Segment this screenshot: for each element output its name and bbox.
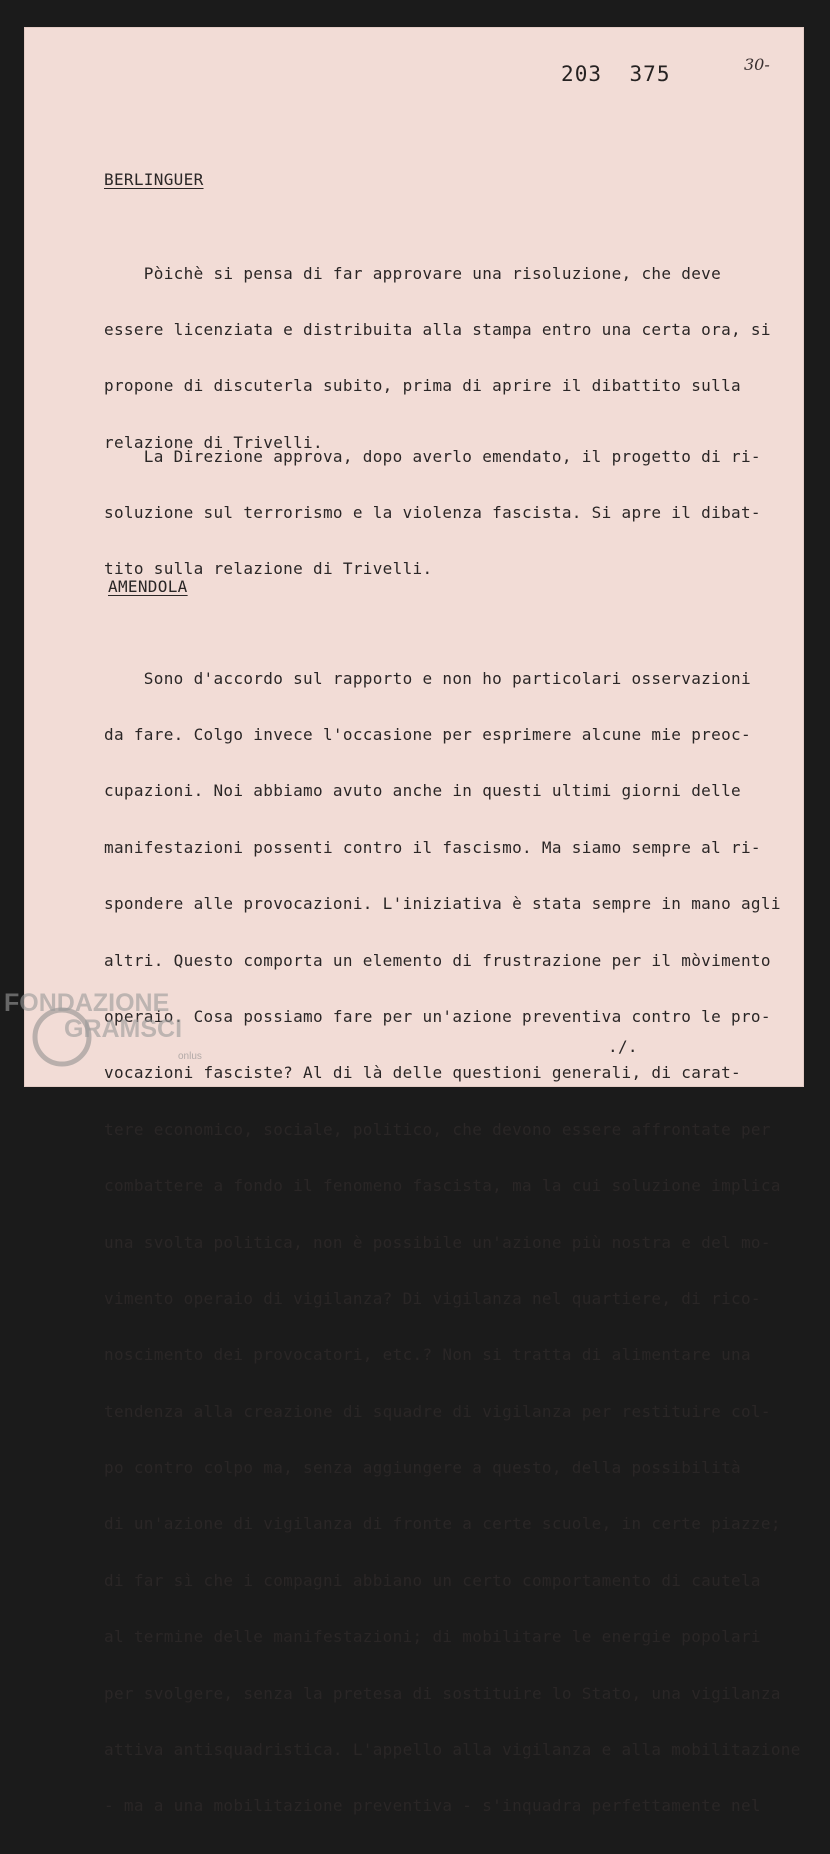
text-line: - ma a una mobilitazione preventiva - s'inquadra perfettamente nel — [104, 1796, 761, 1816]
continuation-mark: ./. — [608, 1037, 638, 1056]
text-line: operaio. Cosa possiamo fare per un'azione preventiva contro le pro- — [104, 1006, 771, 1026]
text-line: altri. Questo comporta un elemento di frustrazione per il mòvimento — [104, 950, 771, 970]
text-line: propone di discuterla subito, prima di aprire il dibattito sulla — [104, 376, 741, 396]
text-line: vimento operaio di vigilanza? Di vigilanza nel quartiere, di rico- — [104, 1288, 761, 1308]
text-line: tito sulla relazione di Trivelli. — [104, 559, 433, 579]
text-line: una svolta politica, non è possibile un'azione più nostra e del mo- — [104, 1232, 771, 1252]
text-line: manifestazioni possenti contro il fascismo. Ma siamo sempre al ri- — [104, 837, 761, 857]
text-line: essere licenziata e distribuita alla stampa entro una certa ora, si — [104, 319, 771, 339]
text-line: da fare. Colgo invece l'occasione per esprimere alcune mie preoc- — [104, 724, 751, 744]
text-line: La Direzione approva, dopo averlo emendato, il progetto di ri- — [104, 446, 761, 466]
text-line: attiva antisquadristica. L'appello alla vigilanza e alla mobilitazione — [104, 1740, 801, 1760]
text-line: soluzione sul terrorismo e la violenza fascista. Si apre il dibat- — [104, 502, 761, 522]
archive-number: 203 375 — [561, 62, 671, 86]
text-line: Sono d'accordo sul rapporto e non ho particolari osservazioni — [104, 668, 751, 688]
document-page — [24, 27, 804, 1816]
watermark-logo — [0, 985, 230, 1080]
watermark-line2: GRAMSCI — [64, 1015, 183, 1043]
text-line: di far sì che i compagni abbiano un certo comportamento di cautela — [104, 1570, 761, 1590]
text-line: cupazioni. Noi abbiamo avuto anche in questi ultimi giorni delle — [104, 781, 741, 801]
sheet-number: 30- — [744, 55, 770, 74]
text-line: tere economico, sociale, politico, che devono essere affrontate per — [104, 1119, 771, 1139]
watermark-line1: FONDAZIONE — [4, 989, 170, 1017]
text-line: al termine delle manifestazioni; di mobilitare le energie popolari — [104, 1627, 761, 1647]
watermark-tag: onlus — [178, 1051, 202, 1062]
text-line: vocazioni fasciste? Al di là delle questioni generali, di carat- — [104, 1063, 741, 1083]
paragraph — [104, 410, 761, 617]
text-line: po contro colpo ma, senza aggiungere a questo, della possibilità — [104, 1458, 741, 1478]
text-line: per svolgere, senza la pretesa di sostituire lo Stato, una vigilanza — [104, 1683, 781, 1703]
paragraph — [104, 632, 801, 1854]
text-line: tendenza alla creazione di squadre di vigilanza per restituire col- — [104, 1401, 771, 1421]
text-line: Pòichè si pensa di far approvare una risoluzione, che deve — [104, 263, 722, 283]
text-line: relazione di Trivelli. — [104, 432, 323, 452]
text-line: spondere alle provocazioni. L'iniziativa è stata sempre in mano agli — [104, 894, 781, 914]
text-line: di un'azione di vigilanza di fronte a certe scuole, in certe piazze; — [104, 1514, 781, 1534]
text-line: combattere a fondo il fenomeno fascista, ma la cui soluzione implica — [104, 1176, 781, 1196]
text-line: noscimento dei provocatori, etc.? Non si tratta di alimentare una — [104, 1345, 751, 1365]
speaker-heading-amendola: AMENDOLA — [108, 577, 188, 596]
fondazione-gramsci-watermark — [0, 985, 230, 1080]
speaker-heading-berlinguer: BERLINGUER — [104, 170, 204, 189]
